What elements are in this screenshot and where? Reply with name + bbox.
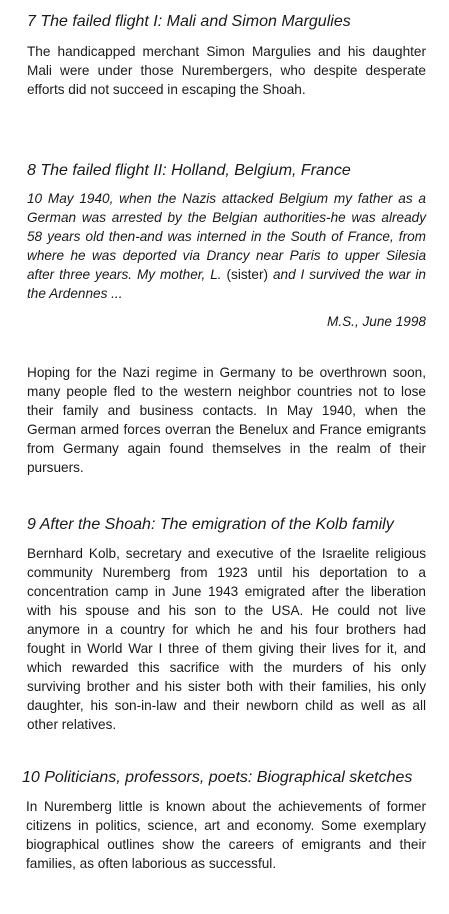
section-9-heading: 9 After the Shoah: The emigration of the Kolb family [27,516,394,533]
quote-text-part2: and I survived the war in the Ardennes ... [27,267,426,301]
section-7-body: The handicapped merchant Simon Margulies and his daughter Mali were under those Nurembergers, who despite desperate efforts did not succeed in escaping the Shoah. [27,44,426,97]
section-10-heading: 10 Politicians, professors, poets: Biographical sketches [22,769,413,786]
section-7-heading: 7 The failed flight I: Mali and Simon Margulies [27,13,351,30]
section-10 [22,768,426,873]
section-8-body-block [27,363,426,477]
section-7 [27,12,426,99]
section-8-body: Hoping for the Nazi regime in Germany to be overthrown soon, many people fled to the western neighbor countries not to lose their family and business contacts. In May 1940, when the German armed forces overran the Benelux and France emigrants from Germany again found themselves in the realm of their pursuers. [27,365,426,475]
quote-text-plain: (sister) [221,267,273,282]
quote-text-part1: 10 May 1940, when the Nazis attacked Belgium my father as a German was arrested by the Belgian authorities-he was already 58 years old then-and was interned in the South of France, from where he was deported via Drancy near Paris to upper Silesia after three years. My mother, L. [27,191,426,282]
section-8-quote [27,189,426,303]
quote-signature: M.S., June 1998 [327,314,426,329]
section-8-heading: 8 The failed flight II: Holland, Belgium, France [27,162,351,179]
section-9-body: Bernhard Kolb, secretary and executive of the Israelite religious community Nuremberg from 1923 until his deportation to a concentration camp in June 1943 emigrated after the liberation with his spouse and his son to the USA. He could not live anymore in a country for which he and his four brothers had fought in World War I three of them giving their lives for it, and which rewarded this sacrifice with the murders of his only surviving brother and his sister both with their families, his only daughter, his son-in-law and their newborn child as well as all other relatives. [27,546,426,732]
section-10-body: In Nuremberg little is known about the achievements of former citizens in politics, science, art and economy. Some exemplary biographical outlines show the careers of emigrants and their families, as often laborious as successful. [26,799,426,871]
section-9 [27,515,426,734]
section-8 [27,161,426,303]
